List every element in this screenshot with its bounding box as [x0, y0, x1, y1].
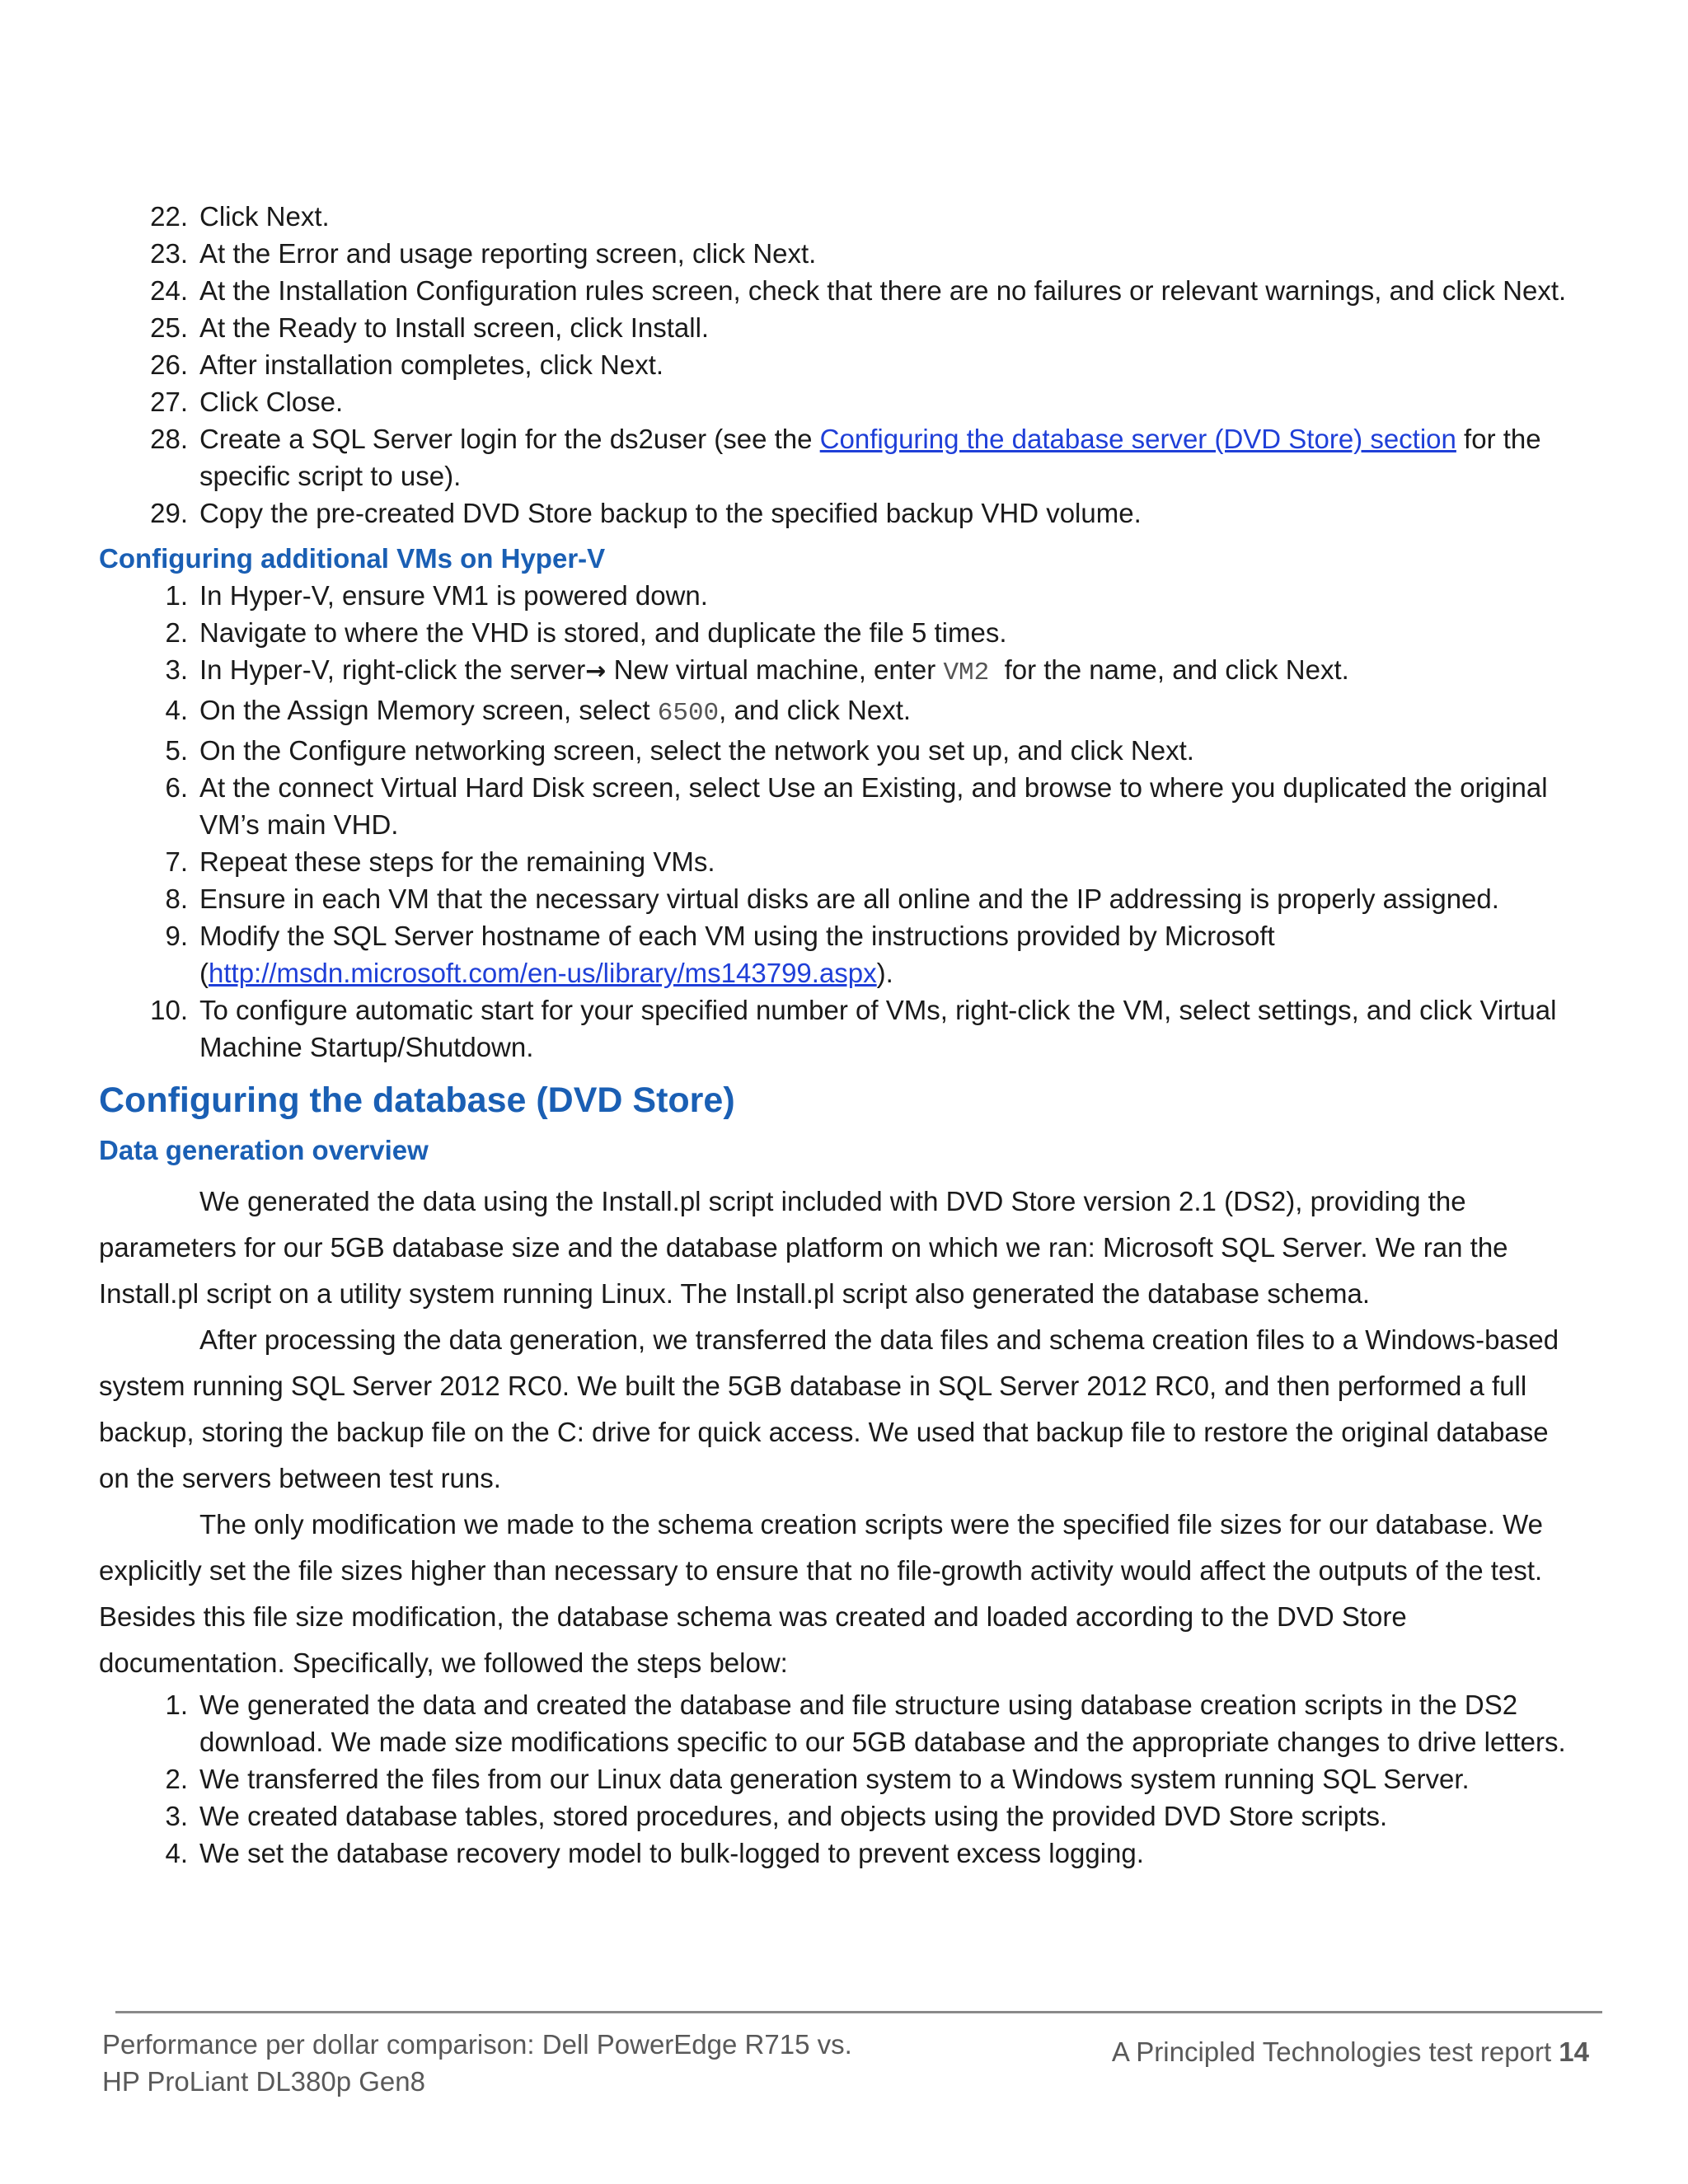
list-number: 9. [165, 921, 188, 951]
list-number: 2. [165, 1764, 188, 1794]
list-item [99, 1686, 1582, 1760]
footer-title-line: Performance per dollar comparison: Dell PowerEdge R715 vs. [102, 2029, 852, 2060]
list-number: 10. [150, 995, 188, 1025]
list-text-after: ). [876, 958, 893, 988]
list-text: Click Next. [199, 201, 330, 232]
list-text: We set the database recovery model to bulk-logged to prevent excess logging. [199, 1838, 1144, 1868]
code-value: VM2 [943, 658, 990, 687]
list-text-after: for the name, and click Next. [989, 654, 1349, 685]
list-text: Click Close. [199, 387, 344, 417]
list-text: Copy the pre-created DVD Store backup to the specified backup VHD volume. [199, 498, 1142, 528]
list-number: 27. [150, 387, 188, 417]
list-item [99, 346, 1582, 383]
list-item [99, 1797, 1582, 1835]
list-number: 24. [150, 275, 188, 306]
paragraph: The only modification we made to the schema creation scripts were the specified file sizes for our database. We explicitly set the file sizes higher than necessary to ensure that no file-growth activity would affect the outputs of the test. Besides this file size modification, the database schema was created and loaded according to the DVD Store documentation. Specifically, we followed the steps below: [99, 1509, 1544, 1678]
list-text-before: Create a SQL Server login for the ds2user (see the [199, 424, 820, 454]
db-steps-list [99, 1686, 1582, 1872]
list-item [99, 769, 1582, 843]
list-text: In Hyper-V, ensure VM1 is powered down. [199, 580, 708, 611]
list-number: 26. [150, 349, 188, 380]
page-number: 14 [1559, 2036, 1589, 2067]
section-link[interactable]: Configuring the database server (DVD Store) section [819, 424, 1456, 454]
list-text: At the Ready to Install screen, click Install. [199, 312, 710, 343]
footer-divider [115, 2011, 1602, 2013]
list-text: Navigate to where the VHD is stored, and duplicate the file 5 times. [199, 617, 1007, 648]
list-text: On the Configure networking screen, select the network you set up, and click Next. [199, 735, 1194, 766]
list-text: At the Error and usage reporting screen, click Next. [199, 238, 817, 269]
list-text-before: Modify the SQL Server hostname of each VM using the instructions provided by Microsoft ( [199, 921, 1275, 988]
footer-report-label [1112, 2033, 1589, 2070]
msdn-link[interactable]: http://msdn.microsoft.com/en-us/library/ms143799.aspx [209, 958, 877, 988]
list-number: 25. [150, 312, 188, 343]
list-item [99, 1760, 1582, 1797]
list-number: 3. [165, 654, 188, 685]
code-value: 6500 [657, 699, 720, 728]
list-text: We transferred the files from our Linux data generation system to a Windows system running SQL Server. [199, 1764, 1470, 1794]
list-item [99, 494, 1582, 532]
list-number: 3. [165, 1801, 188, 1831]
install-steps-list [99, 198, 1582, 532]
list-number: 1. [165, 1690, 188, 1720]
list-number: 22. [150, 201, 188, 232]
list-item [99, 1835, 1582, 1872]
list-item [99, 843, 1582, 880]
list-text: Repeat these steps for the remaining VMs. [199, 846, 715, 877]
list-number: 5. [165, 735, 188, 766]
list-text-after: for the specific script to use). [199, 424, 1541, 491]
list-text: To configure automatic start for your specified number of VMs, right-click the VM, select settings, and click Virtual Machine Startup/Shutdown. [199, 995, 1557, 1062]
list-text-before: In Hyper-V, right-click the server [199, 654, 586, 685]
list-number: 4. [165, 695, 188, 725]
list-text: At the Installation Configuration rules screen, check that there are no failures or relevant warnings, and click Next. [199, 275, 1567, 306]
list-text-mid: New virtual machine, enter [606, 654, 944, 685]
list-text-before: On the Assign Memory screen, select [199, 695, 658, 725]
list-item [99, 880, 1582, 917]
list-item [99, 309, 1582, 346]
footer-report-text: A Principled Technologies test report [1111, 2036, 1559, 2067]
right-arrow-icon: → [585, 657, 607, 686]
list-number: 7. [165, 846, 188, 877]
list-item [99, 732, 1582, 769]
list-text: We created database tables, stored procedures, and objects using the provided DVD Store scripts. [199, 1801, 1388, 1831]
list-number: 29. [150, 498, 188, 528]
list-number: 4. [165, 1838, 188, 1868]
list-item [99, 614, 1582, 651]
vm-steps-list [99, 577, 1582, 1066]
list-text: At the connect Virtual Hard Disk screen, select Use an Existing, and browse to where you duplicated the original VM’s main VHD. [199, 772, 1548, 840]
list-item [99, 651, 1582, 691]
list-number: 6. [165, 772, 188, 803]
list-item [99, 577, 1582, 614]
list-text-after: , and click Next. [719, 695, 912, 725]
list-item [99, 235, 1582, 272]
list-item [99, 991, 1582, 1066]
list-item [99, 383, 1582, 420]
paragraph: We generated the data using the Install.pl script included with DVD Store version 2.1 (DS2), providing the parameters for our 5GB database size and the database platform on which we ran: Microsoft SQL Server. We ran the Install.pl script on a utility system running Linux. The Install.pl script also generated the database schema. [99, 1186, 1508, 1309]
list-number: 28. [150, 424, 188, 454]
list-text: Ensure in each VM that the necessary virtual disks are all online and the IP addressing is properly assigned. [199, 883, 1499, 914]
footer-title [102, 2026, 926, 2100]
list-number: 1. [165, 580, 188, 611]
list-text: We generated the data and created the database and file structure using database creation scripts in the DS2 download. We made size modifications specific to our 5GB database and the appropriate changes to drive letters. [199, 1690, 1566, 1757]
list-item [99, 420, 1582, 494]
list-item [99, 691, 1582, 732]
list-text: After installation completes, click Next. [199, 349, 664, 380]
list-item [99, 272, 1582, 309]
footer-title-line: HP ProLiant DL380p Gen8 [102, 2066, 425, 2097]
data-generation-heading: Data generation overview [99, 1135, 429, 1165]
list-number: 2. [165, 617, 188, 648]
list-item [99, 917, 1582, 991]
paragraph: After processing the data generation, we transferred the data files and schema creation files to a Windows-based system running SQL Server 2012 RC0. We built the 5GB database in SQL Server 2012 RC0, and then performed a full backup, storing the backup file on the C: drive for quick access. We used that backup file to restore the original database on the servers between test runs. [99, 1324, 1559, 1493]
list-number: 8. [165, 883, 188, 914]
list-item [99, 198, 1582, 235]
list-number: 23. [150, 238, 188, 269]
vms-heading: Configuring additional VMs on Hyper-V [99, 543, 606, 574]
section-heading: Configuring the database (DVD Store) [99, 1080, 735, 1120]
page-content [99, 198, 1582, 1872]
